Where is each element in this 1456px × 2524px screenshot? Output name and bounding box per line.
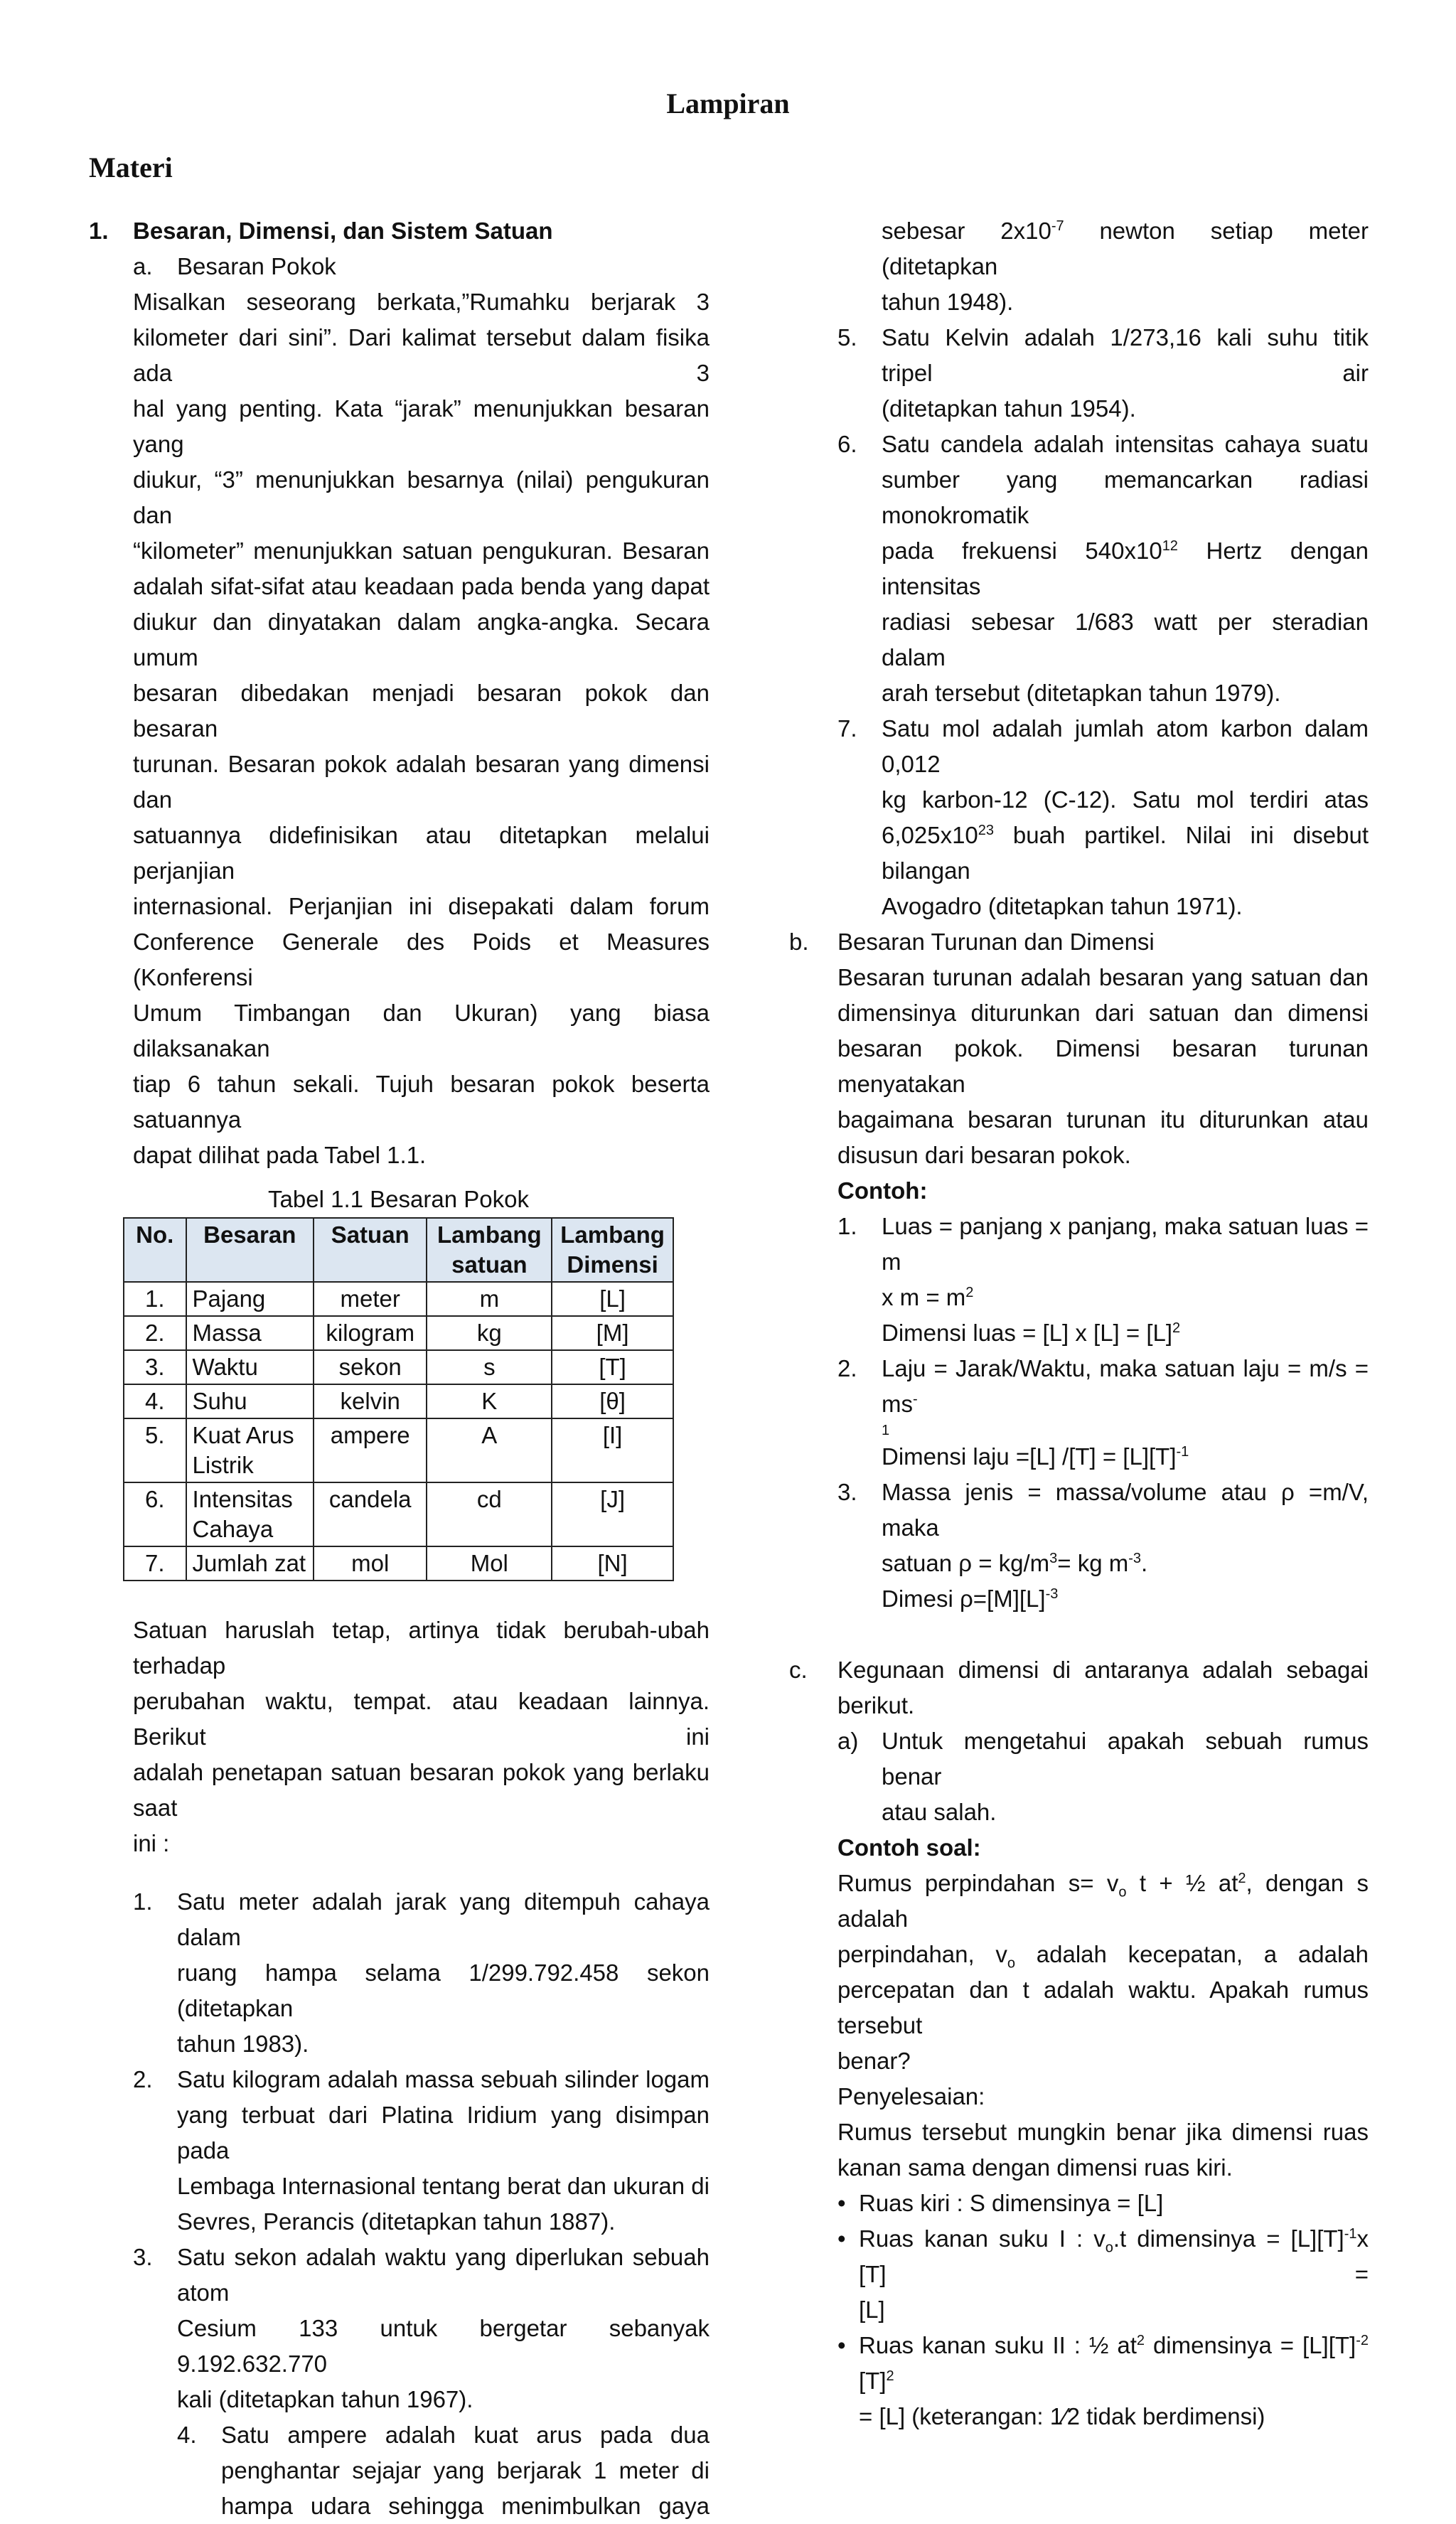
subheading-a	[89, 249, 710, 284]
superscript: 12	[1162, 538, 1178, 554]
text-run: .t dimensinya = [L][T]	[1113, 2225, 1344, 2252]
definition-line: penghantar sejajar yang berjarak 1 meter di	[221, 2457, 710, 2483]
definition-number: 6.	[837, 431, 857, 457]
table-cell: 4.	[124, 1384, 186, 1418]
paragraph-line: Misalkan seseorang berkata,”Rumahku berjarak 3	[133, 289, 710, 315]
bullet-icon: •	[837, 2190, 846, 2216]
example-item	[789, 1351, 1369, 1475]
table-header: Lambang satuan	[427, 1218, 552, 1282]
table-row	[124, 1546, 673, 1581]
definition-line: arah tersebut (ditetapkan tahun 1979).	[882, 680, 1281, 706]
table-cell: Mol	[427, 1546, 552, 1581]
definition-line: Satu ampere adalah kuat arus pada dua	[221, 2422, 710, 2448]
table-row	[124, 1384, 673, 1418]
definition-item	[789, 711, 1369, 924]
definition-line: Satu Kelvin adalah 1/273,16 kali suhu titik tripel air	[882, 324, 1369, 386]
table-cell: candela	[314, 1482, 427, 1546]
text-run: pada frekuensi 540x10	[882, 538, 1162, 564]
text-run: x m = m	[882, 1284, 966, 1310]
paragraph-line: Conference Generale des Poids et Measures (Konferensi	[133, 929, 710, 990]
paragraph-line: adalah sifat-sifat atau keadaan pada benda yang dapat	[133, 573, 710, 599]
table-header: Lambang Dimensi	[552, 1218, 673, 1282]
table-cell: m	[427, 1282, 552, 1316]
table-cell: 5.	[124, 1418, 186, 1482]
table-cell: K	[427, 1384, 552, 1418]
kegunaan-line: Untuk mengetahui apakah sebuah rumus benar	[882, 1728, 1369, 1790]
example-number: 1.	[837, 1213, 857, 1239]
superscript-wrap: 1	[882, 1423, 890, 1438]
text-run: buah partikel. Nilai ini disebut bilangan	[882, 822, 1369, 884]
paragraph-line: disusun dari besaran pokok.	[837, 1142, 1131, 1168]
example-item	[789, 1209, 1369, 1351]
paragraph-satuan	[89, 1613, 710, 1861]
text-run: t + ½ at	[1126, 1870, 1238, 1896]
soal-line: percepatan dan t adalah waktu. Apakah rumus tersebut	[837, 1977, 1369, 2038]
table-cell: meter	[314, 1282, 427, 1316]
text-run: , dengan s adalah	[837, 1870, 1369, 1932]
table-header: No.	[124, 1218, 186, 1282]
definition-line: hampa udara sehingga menimbulkan gaya	[221, 2493, 710, 2519]
table-cell: Massa	[186, 1316, 314, 1350]
bullet-icon: •	[837, 2332, 846, 2358]
subscript: o	[1007, 1955, 1016, 1972]
paragraph-line: hal yang penting. Kata “jarak” menunjukkan besaran yang	[133, 395, 710, 457]
superscript: -2	[1356, 2333, 1369, 2348]
paragraph-line: dimensinya diturunkan dari satuan dan dimensi	[837, 1000, 1369, 1026]
contoh-soal-label: Contoh soal:	[837, 1834, 981, 1861]
bullet-item	[837, 2221, 1369, 2328]
definition-item	[789, 427, 1369, 711]
paragraph-line: besaran pokok. Dimensi besaran turunan menyatakan	[837, 1035, 1369, 1097]
bullet-line: [L]	[859, 2296, 885, 2323]
superscript: -1	[1176, 1444, 1189, 1460]
text-run: Laju = Jarak/Waktu, maka satuan laju = m/s = ms	[882, 1355, 1369, 1417]
paragraph-line: ini :	[133, 1830, 170, 1856]
superscript: 2	[965, 1285, 974, 1300]
example-number: 3.	[837, 1479, 857, 1505]
text-run: Dimensi luas = [L] x [L] = [L]	[882, 1320, 1173, 1346]
text-run: Ruas kanan suku I : v	[859, 2225, 1106, 2252]
text-run: satuan ρ = kg/m	[882, 1550, 1050, 1576]
heading-text: Besaran, Dimensi, dan Sistem Satuan	[133, 218, 553, 244]
heading-1	[89, 213, 710, 249]
kegunaan-line: atau salah.	[882, 1799, 997, 1825]
superscript: 2	[1136, 2333, 1145, 2348]
bullet-icon: •	[837, 2225, 846, 2252]
text-run: = kg m	[1057, 1550, 1129, 1576]
text-run: Rumus perpindahan s= v	[837, 1870, 1119, 1896]
table-cell: [J]	[552, 1482, 673, 1546]
paragraph-line: turunan. Besaran pokok adalah besaran yang dimensi dan	[133, 751, 710, 813]
superscript: 23	[978, 823, 995, 838]
text-run: perpindahan, v	[837, 1941, 1007, 1967]
paragraph-line: Besaran turunan adalah besaran yang satuan dan	[837, 964, 1369, 990]
table-cell: Intensitas Cahaya	[186, 1482, 314, 1546]
table-header-row	[124, 1218, 673, 1282]
table-cell: cd	[427, 1482, 552, 1546]
definition-line: Cesium 133 untuk bergetar sebanyak 9.192.632.770	[177, 2315, 710, 2377]
definition-line: tahun 1983).	[177, 2031, 309, 2057]
paragraph-line: adalah penetapan satuan besaran pokok yang berlaku saat	[133, 1759, 710, 1821]
text-run: dimensinya = [L][T]	[1145, 2332, 1356, 2358]
superscript: 2	[1172, 1320, 1181, 1336]
table-cell: Pajang	[186, 1282, 314, 1316]
definition-item	[89, 1884, 710, 2062]
paragraph-line: besaran dibedakan menjadi besaran pokok dan besaran	[133, 680, 710, 742]
subheading-c	[789, 1652, 1369, 1723]
table-cell: sekon	[314, 1350, 427, 1384]
bullet-item	[837, 2328, 1369, 2434]
definition-item	[89, 2417, 710, 2524]
paragraph-line: diukur, “3” menunjukkan besarnya (nilai) pengukuran dan	[133, 466, 710, 528]
table-cell: 2.	[124, 1316, 186, 1350]
superscript: 2	[1238, 1871, 1246, 1886]
text-run: .	[1141, 1550, 1148, 1576]
subscript: o	[1105, 2240, 1113, 2256]
table-header: Satuan	[314, 1218, 427, 1282]
table-cell: [N]	[552, 1546, 673, 1581]
definition-4-continued	[789, 213, 1369, 320]
penyelesaian-line: Rumus tersebut mungkin benar jika dimensi ruas	[837, 2119, 1369, 2145]
example-item	[789, 1475, 1369, 1617]
subheading-c-line: berikut.	[837, 1692, 915, 1718]
page-title: Lampiran	[666, 87, 790, 119]
bullet-line: = [L] (keterangan: 1⁄2 tidak berdimensi)	[859, 2403, 1265, 2429]
paragraph-besaran-pokok	[89, 284, 710, 1173]
table-row	[124, 1282, 673, 1316]
table-cell: mol	[314, 1546, 427, 1581]
table-cell: Waktu	[186, 1350, 314, 1384]
definition-line: ruang hampa selama 1/299.792.458 sekon (ditetapkan	[177, 1959, 710, 2021]
table-cell: [L]	[552, 1282, 673, 1316]
definition-item	[789, 320, 1369, 427]
table-cell: Kuat Arus Listrik	[186, 1418, 314, 1482]
subheading-b-label: b.	[789, 929, 809, 955]
table-cell: A	[427, 1418, 552, 1482]
contoh-soal-block	[789, 1830, 1369, 2434]
definition-line: Lembaga Internasional tentang berat dan ukuran di	[177, 2173, 710, 2199]
bullet-text: Ruas kiri : S dimensinya = [L]	[859, 2190, 1164, 2216]
table-cell: kelvin	[314, 1384, 427, 1418]
subheading-a-text: Besaran Pokok	[177, 253, 336, 279]
text-run: x [T] =	[859, 2225, 1369, 2287]
bullet-item	[837, 2186, 1369, 2221]
table-row	[124, 1418, 673, 1482]
table-cell: 7.	[124, 1546, 186, 1581]
superscript: -7	[1051, 218, 1064, 234]
table-row	[124, 1316, 673, 1350]
paragraph-line: dapat dilihat pada Tabel 1.1.	[133, 1142, 427, 1168]
subheading-a-label: a.	[133, 253, 153, 279]
example-line: Luas = panjang x panjang, maka satuan luas = m	[882, 1213, 1369, 1275]
definition-number: 3.	[133, 2244, 153, 2270]
table-cell: 3.	[124, 1350, 186, 1384]
besaran-pokok-table	[123, 1217, 674, 1581]
table-cell: Jumlah zat	[186, 1546, 314, 1581]
superscript: -3	[1045, 1586, 1059, 1602]
section-title: Materi	[89, 151, 173, 183]
table-cell: [θ]	[552, 1384, 673, 1418]
definition-number: 2.	[133, 2066, 153, 2092]
text-run: Ruas kanan suku II : ½ at	[859, 2332, 1137, 2358]
table-cell: [I]	[552, 1418, 673, 1482]
table-cell: 6.	[124, 1482, 186, 1546]
superscript: -	[913, 1391, 918, 1407]
left-column	[89, 213, 710, 2524]
table-row	[124, 1482, 673, 1546]
subheading-c-line: Kegunaan dimensi di antaranya adalah sebagai	[837, 1657, 1369, 1683]
paragraph-line: tiap 6 tahun sekali. Tujuh besaran pokok beserta satuannya	[133, 1071, 710, 1133]
subscript: o	[1118, 1884, 1127, 1900]
text-run: adalah kecepatan, a adalah	[1015, 1941, 1369, 1967]
superscript: 3	[1049, 1551, 1058, 1566]
definition-item	[89, 2062, 710, 2240]
table-row	[124, 1350, 673, 1384]
paragraph-line: diukur dan dinyatakan dalam angka-angka. Secara umum	[133, 609, 710, 670]
definition-line: radiasi sebesar 1/683 watt per steradian dalam	[882, 609, 1369, 670]
definition-number: 5.	[837, 324, 857, 351]
table-cell: 1.	[124, 1282, 186, 1316]
text-run: 6,025x10	[882, 822, 978, 848]
superscript: -1	[1344, 2226, 1357, 2242]
example-line: Massa jenis = massa/volume atau ρ =m/V, maka	[882, 1479, 1369, 1541]
paragraph-line: kilometer dari sini”. Dari kalimat tersebut dalam fisika ada 3	[133, 324, 710, 386]
definition-line: Satu candela adalah intensitas cahaya suatu	[882, 431, 1369, 457]
penyelesaian-line: kanan sama dengan dimensi ruas kiri.	[837, 2154, 1233, 2181]
table-cell: [T]	[552, 1350, 673, 1384]
table-cell: s	[427, 1350, 552, 1384]
table-caption: Tabel 1.1 Besaran Pokok	[268, 1186, 529, 1212]
paragraph-line: bagaimana besaran turunan itu diturunkan atau	[837, 1106, 1369, 1133]
definition-line: Sevres, Perancis (ditetapkan tahun 1887).	[177, 2208, 616, 2235]
table-cell: kg	[427, 1316, 552, 1350]
text-run: Dimensi laju =[L] /[T] = [L][T]	[882, 1443, 1177, 1470]
definition-line: Satu kilogram adalah massa sebuah silinder logam	[177, 2066, 710, 2092]
table-cell: Suhu	[186, 1384, 314, 1418]
soal-line: benar?	[837, 2048, 911, 2074]
table-cell: [M]	[552, 1316, 673, 1350]
definition-line: Satu sekon adalah waktu yang diperlukan sebuah atom	[177, 2244, 710, 2306]
definition-line: Satu mol adalah jumlah atom karbon dalam 0,012	[882, 715, 1369, 777]
definition-line: kg karbon-12 (C-12). Satu mol terdiri atas	[882, 786, 1369, 813]
definition-line: Satu meter adalah jarak yang ditempuh cahaya dalam	[177, 1888, 710, 1950]
paragraph-line: Umum Timbangan dan Ukuran) yang biasa dilaksanakan	[133, 1000, 710, 1062]
paragraph-line: internasional. Perjanjian ini disepakati dalam forum	[133, 893, 710, 919]
paragraph-line: perubahan waktu, tempat. atau keadaan lainnya. Berikut ini	[133, 1688, 710, 1750]
text-run: [T]	[859, 2368, 887, 2394]
table-cell: ampere	[314, 1418, 427, 1482]
definition-item	[89, 2240, 710, 2417]
definition-line: (ditetapkan tahun 1954).	[882, 395, 1136, 422]
subheading-c-label: c.	[789, 1657, 808, 1683]
table-cell: kilogram	[314, 1316, 427, 1350]
definition-line: tahun 1948).	[882, 289, 1014, 315]
definition-number: 4.	[177, 2422, 197, 2448]
paragraph-besaran-turunan	[789, 960, 1369, 1209]
definition-line: Avogadro (ditetapkan tahun 1971).	[882, 893, 1243, 919]
definition-line: kali (ditetapkan tahun 1967).	[177, 2386, 473, 2412]
paragraph-line: Satuan haruslah tetap, artinya tidak berubah-ubah terhadap	[133, 1617, 710, 1679]
contoh-label: Contoh:	[837, 1177, 928, 1204]
text-run: sebesar 2x10	[882, 218, 1051, 244]
penyelesaian-label: Penyelesaian:	[837, 2083, 985, 2109]
definition-number: 7.	[837, 715, 857, 742]
text-run: Hertz dengan intensitas	[882, 538, 1369, 599]
kegunaan-label: a)	[837, 1728, 859, 1754]
table-header: Besaran	[186, 1218, 314, 1282]
text-run: newton setiap meter (ditetapkan	[882, 218, 1369, 279]
superscript: -3	[1128, 1551, 1142, 1566]
definition-number: 1.	[133, 1888, 153, 1915]
example-number: 2.	[837, 1355, 857, 1381]
subheading-b	[789, 924, 1369, 960]
kegunaan-item	[789, 1723, 1369, 1830]
definition-line: sumber yang memancarkan radiasi monokromatik	[882, 466, 1369, 528]
paragraph-line: “kilometer” menunjukkan satuan pengukuran. Besaran	[133, 538, 710, 564]
text-run: Dimesi ρ=[M][L]	[882, 1585, 1046, 1612]
definition-line: yang terbuat dari Platina Iridium yang disimpan pada	[177, 2102, 710, 2164]
subheading-b-text: Besaran Turunan dan Dimensi	[837, 929, 1155, 955]
heading-number: 1.	[89, 218, 109, 244]
right-column	[789, 213, 1369, 2434]
superscript: 2	[886, 2368, 894, 2384]
paragraph-line: satuannya didefinisikan atau ditetapkan melalui perjanjian	[133, 822, 710, 884]
